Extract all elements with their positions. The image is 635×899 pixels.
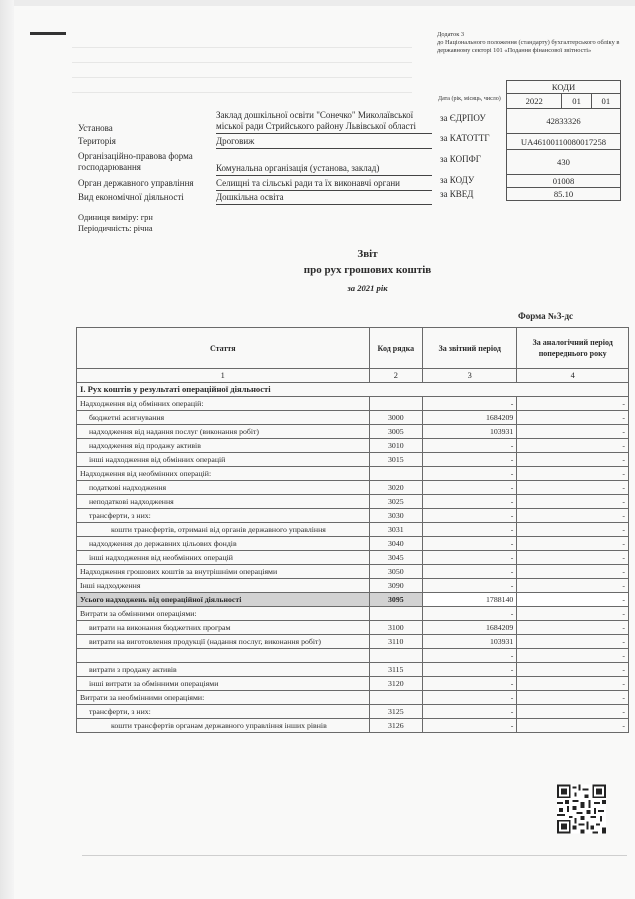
row-previous-period: - bbox=[517, 593, 629, 607]
cash-flow-table bbox=[76, 327, 629, 733]
col-number-2: 2 bbox=[369, 369, 423, 383]
row-code: 3025 bbox=[369, 495, 423, 509]
section-1-title: I. Рух коштів у результаті операційної діяльності bbox=[77, 383, 629, 397]
table-row bbox=[77, 467, 629, 481]
row-previous-period: - bbox=[517, 621, 629, 635]
col-header-previous: За аналогічний період попереднього року bbox=[517, 328, 629, 369]
row-current-period: - bbox=[423, 509, 517, 523]
table-row bbox=[77, 481, 629, 495]
table-row bbox=[77, 411, 629, 425]
row-previous-period: - bbox=[517, 635, 629, 649]
form-number: Форма №3-дс bbox=[518, 311, 574, 321]
row-label: Інші надходження bbox=[77, 579, 370, 593]
legal-form-za: за КОПФГ bbox=[440, 154, 481, 164]
authority-label: Орган державного управління bbox=[78, 178, 194, 188]
row-label: бюджетні асигнування bbox=[77, 411, 370, 425]
territory-za: за КАТОТТГ bbox=[440, 133, 490, 143]
col-header-current: За звітний період bbox=[423, 328, 517, 369]
row-label: кошти трансфертів органам державного управління інших рівнів bbox=[77, 719, 370, 733]
row-code bbox=[369, 607, 423, 621]
table-row bbox=[77, 719, 629, 733]
table-row bbox=[77, 691, 629, 705]
row-label: неподаткові надходження bbox=[77, 495, 370, 509]
row-current-period: - bbox=[423, 537, 517, 551]
row-label: Витрати за обмінними операціями: bbox=[77, 607, 370, 621]
row-label: надходження від продажу активів bbox=[77, 439, 370, 453]
row-label bbox=[77, 649, 370, 663]
row-previous-period: - bbox=[517, 691, 629, 705]
row-current-period: - bbox=[423, 705, 517, 719]
authority-value: Селищні та сільські ради та їх виконавчі органи bbox=[216, 178, 432, 191]
scan-border-left bbox=[0, 0, 14, 899]
row-current-period: 1684209 bbox=[423, 411, 517, 425]
row-previous-period: - bbox=[517, 607, 629, 621]
row-label: інші надходження від необмінних операцій bbox=[77, 551, 370, 565]
row-code bbox=[369, 649, 423, 663]
code-edrpou: 42833326 bbox=[507, 109, 621, 134]
row-code: 3090 bbox=[369, 579, 423, 593]
row-current-period: 1788140 bbox=[423, 593, 517, 607]
row-previous-period: - bbox=[517, 565, 629, 579]
row-previous-period: - bbox=[517, 453, 629, 467]
row-previous-period: - bbox=[517, 537, 629, 551]
table-row bbox=[77, 495, 629, 509]
report-title: Звіт bbox=[357, 248, 378, 260]
row-code: 3045 bbox=[369, 551, 423, 565]
table-row bbox=[77, 593, 629, 607]
row-current-period: - bbox=[423, 495, 517, 509]
row-previous-period: - bbox=[517, 439, 629, 453]
row-previous-period: - bbox=[517, 705, 629, 719]
row-code: 3015 bbox=[369, 453, 423, 467]
activity-value: Дошкільна освіта bbox=[216, 192, 432, 205]
row-previous-period: - bbox=[517, 425, 629, 439]
activity-za: за КВЕД bbox=[440, 189, 474, 199]
row-previous-period: - bbox=[517, 663, 629, 677]
date-year: 2022 bbox=[507, 94, 562, 109]
table-row bbox=[77, 453, 629, 467]
row-label: Надходження від необмінних операцій: bbox=[77, 467, 370, 481]
scan-mark bbox=[30, 32, 66, 35]
table-row bbox=[77, 551, 629, 565]
table-row bbox=[77, 537, 629, 551]
row-current-period: - bbox=[423, 565, 517, 579]
row-code: 3115 bbox=[369, 663, 423, 677]
territory-label: Територія bbox=[78, 136, 116, 146]
row-current-period: - bbox=[423, 677, 517, 691]
row-current-period: - bbox=[423, 719, 517, 733]
col-number-3: 3 bbox=[423, 369, 517, 383]
row-code: 3030 bbox=[369, 509, 423, 523]
authority-za: за КОДУ bbox=[440, 175, 475, 185]
code-kopfg: 430 bbox=[507, 150, 621, 175]
row-label: Надходження грошових коштів за внутрішніми операціями bbox=[77, 565, 370, 579]
row-label: інші надходження від обмінних операцій bbox=[77, 453, 370, 467]
date-label: Дата (рік, місяць, число) bbox=[438, 96, 501, 102]
table-row bbox=[77, 621, 629, 635]
row-label: Витрати за необмінними операціями: bbox=[77, 691, 370, 705]
row-code: 3050 bbox=[369, 565, 423, 579]
row-code: 3010 bbox=[369, 439, 423, 453]
row-code bbox=[369, 467, 423, 481]
footer-divider bbox=[82, 855, 627, 856]
table-row bbox=[77, 523, 629, 537]
row-label: витрати на виконання бюджетних програм bbox=[77, 621, 370, 635]
date-month: 01 bbox=[562, 94, 591, 109]
row-code: 3125 bbox=[369, 705, 423, 719]
qr-code-icon bbox=[557, 783, 606, 835]
row-label: надходження до державних цільових фондів bbox=[77, 537, 370, 551]
row-code: 3110 bbox=[369, 635, 423, 649]
row-label: надходження від надання послуг (виконання робіт) bbox=[77, 425, 370, 439]
row-current-period: - bbox=[423, 579, 517, 593]
appendix-title: Додаток 3 bbox=[437, 31, 465, 38]
row-current-period: - bbox=[423, 523, 517, 537]
legal-form-value: Комунальна організація (установа, заклад) bbox=[216, 163, 432, 176]
section-heading-row bbox=[77, 383, 629, 397]
units-block bbox=[78, 212, 153, 234]
row-label: податкові надходження bbox=[77, 481, 370, 495]
row-current-period: - bbox=[423, 607, 517, 621]
row-current-period: - bbox=[423, 439, 517, 453]
institution-label: Установа bbox=[78, 123, 113, 133]
bleed-through-ghost bbox=[72, 36, 412, 96]
row-code: 3120 bbox=[369, 677, 423, 691]
periodicity: Періодичність: річна bbox=[78, 224, 153, 233]
row-previous-period: - bbox=[517, 509, 629, 523]
row-previous-period: - bbox=[517, 719, 629, 733]
row-previous-period: - bbox=[517, 677, 629, 691]
col-header-code: Код рядка bbox=[369, 328, 423, 369]
legal-form-label: Організаційно-правова форма господарювання bbox=[78, 151, 193, 172]
column-numbers-row bbox=[77, 369, 629, 383]
col-number-1: 1 bbox=[77, 369, 370, 383]
table-row bbox=[77, 579, 629, 593]
table-row bbox=[77, 397, 629, 411]
row-previous-period: - bbox=[517, 467, 629, 481]
row-current-period: - bbox=[423, 467, 517, 481]
appendix-note bbox=[437, 31, 627, 54]
codes-header: КОДИ bbox=[507, 81, 621, 94]
row-previous-period: - bbox=[517, 495, 629, 509]
row-current-period: 103931 bbox=[423, 425, 517, 439]
row-previous-period: - bbox=[517, 523, 629, 537]
row-previous-period: - bbox=[517, 649, 629, 663]
row-current-period: - bbox=[423, 663, 517, 677]
table-row bbox=[77, 509, 629, 523]
codes-table bbox=[506, 80, 621, 201]
code-katottg: UA46100110080017258 bbox=[507, 134, 621, 150]
table-row bbox=[77, 439, 629, 453]
row-previous-period: - bbox=[517, 481, 629, 495]
row-code: 3020 bbox=[369, 481, 423, 495]
table-header-row bbox=[77, 328, 629, 369]
row-code bbox=[369, 397, 423, 411]
col-header-article: Стаття bbox=[77, 328, 370, 369]
row-label: Надходження від обмінних операцій: bbox=[77, 397, 370, 411]
table-row bbox=[77, 635, 629, 649]
report-subtitle: про рух грошових коштів bbox=[303, 264, 432, 276]
row-current-period: 1684209 bbox=[423, 621, 517, 635]
row-code: 3005 bbox=[369, 425, 423, 439]
code-kved: 85.10 bbox=[507, 188, 621, 201]
row-current-period: - bbox=[423, 649, 517, 663]
row-current-period: - bbox=[423, 551, 517, 565]
table-row bbox=[77, 565, 629, 579]
code-kodu: 01008 bbox=[507, 175, 621, 188]
row-previous-period: - bbox=[517, 411, 629, 425]
row-code: 3126 bbox=[369, 719, 423, 733]
row-label: Усього надходжень від операційної діяльності bbox=[77, 593, 370, 607]
row-previous-period: - bbox=[517, 551, 629, 565]
territory-value: Дроговиж bbox=[216, 136, 432, 149]
row-label: витрати з продажу активів bbox=[77, 663, 370, 677]
row-code: 3040 bbox=[369, 537, 423, 551]
institution-value: Заклад дошкільної освіти "Сонечко" Миколаївської міської ради Стрийського району Львівської області bbox=[216, 110, 432, 134]
row-code: 3031 bbox=[369, 523, 423, 537]
row-code bbox=[369, 691, 423, 705]
row-previous-period: - bbox=[517, 397, 629, 411]
activity-label: Вид економічної діяльності bbox=[78, 192, 184, 202]
row-current-period: - bbox=[423, 481, 517, 495]
row-label: трансферти, з них: bbox=[77, 705, 370, 719]
institution-za: за ЄДРПОУ bbox=[440, 113, 486, 123]
row-label: кошти трансфертів, отримані від органів державного управління bbox=[77, 523, 370, 537]
date-day: 01 bbox=[591, 94, 620, 109]
appendix-text: до Національного положення (стандарту) бухгалтерського обліку в державному секторі 101 «Подання фінансової звітності» bbox=[437, 38, 620, 54]
row-code: 3095 bbox=[369, 593, 423, 607]
unit-of-measure: Одиниця виміру: грн bbox=[78, 213, 153, 222]
row-previous-period: - bbox=[517, 579, 629, 593]
table-row bbox=[77, 607, 629, 621]
row-label: інші витрати за обмінними операціями bbox=[77, 677, 370, 691]
col-number-4: 4 bbox=[517, 369, 629, 383]
table-row bbox=[77, 649, 629, 663]
table-row bbox=[77, 677, 629, 691]
row-code: 3100 bbox=[369, 621, 423, 635]
table-row bbox=[77, 425, 629, 439]
report-period: за 2021 рік bbox=[347, 283, 388, 293]
table-row bbox=[77, 705, 629, 719]
scan-border-top bbox=[0, 0, 635, 6]
row-current-period: - bbox=[423, 397, 517, 411]
row-label: трансферти, з них: bbox=[77, 509, 370, 523]
row-current-period: - bbox=[423, 453, 517, 467]
table-row bbox=[77, 663, 629, 677]
row-current-period: 103931 bbox=[423, 635, 517, 649]
row-code: 3000 bbox=[369, 411, 423, 425]
row-current-period: - bbox=[423, 691, 517, 705]
row-label: витрати на виготовлення продукції (надання послуг, виконання робіт) bbox=[77, 635, 370, 649]
